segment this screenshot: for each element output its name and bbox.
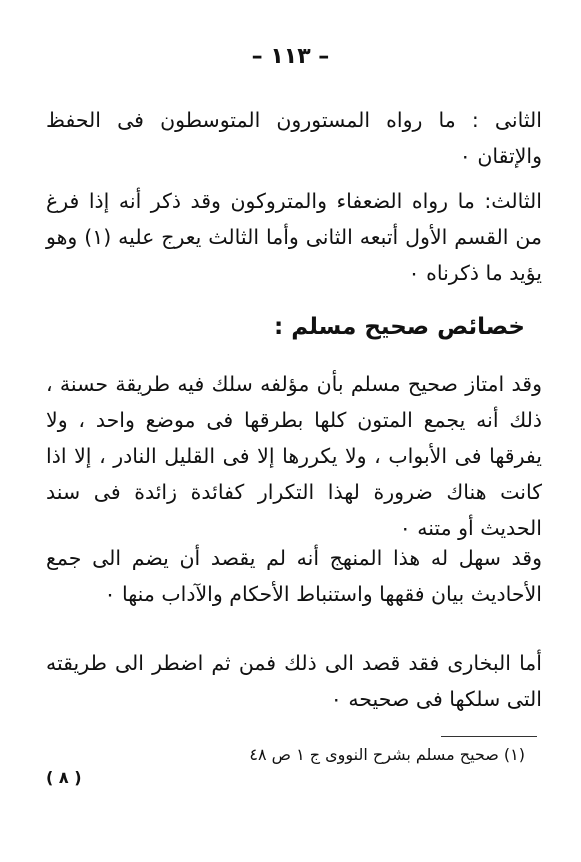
paragraph-muslim-method [46,366,542,546]
section-heading: خصائص صحيح مسلم : [274,314,525,340]
paragraph-text: الثانى : ما رواه المستورون المتوسطون فى الحفظ والإتقان ٠ [46,108,542,168]
signature-mark: ( ٨ ) [46,768,82,787]
footnote-divider [441,736,537,737]
paragraph-text: وقد امتاز صحيح مسلم بأن مؤلفه سلك فيه طريقة حسنة ، ذلك أنه يجمع المتون كلها بطرقها فى موضع واحد ، ولا يفرقها فى الأبواب ، ولا يكررها إلا فى القليل النادر ، إلا اذا كانت هناك ضرورة لهذا التكرار كفائدة زائدة فى سند الحديث أو متنه ٠ [46,372,542,540]
paragraph-text: وقد سهل له هذا المنهج أنه لم يقصد أن يضم الى جمع الأحاديث بيان فقهها واستنباط الأحكام والآداب منها ٠ [46,546,542,606]
paragraph-second-category [46,102,542,174]
paragraph-third-category [46,183,542,291]
paragraph-method-purpose [46,540,542,612]
paragraph-text: أما البخارى فقد قصد الى ذلك فمن ثم اضطر الى طريقته التى سلكها فى صحيحه ٠ [46,651,542,711]
paragraph-bukhari-comparison [46,645,542,717]
paragraph-text: الثالث: ما رواه الضعفاء والمتروكون وقد ذكر أنه إذا فرغ من القسم الأول أتبعه الثانى وأما الثالث يعرج عليه (١) وهو يؤيد ما ذكرناه ٠ [46,189,542,285]
footnote: (١) صحيح مسلم بشرح النووى ج ١ ص ٤٨ [249,745,525,764]
page-number: – ١١٣ – [251,44,330,69]
